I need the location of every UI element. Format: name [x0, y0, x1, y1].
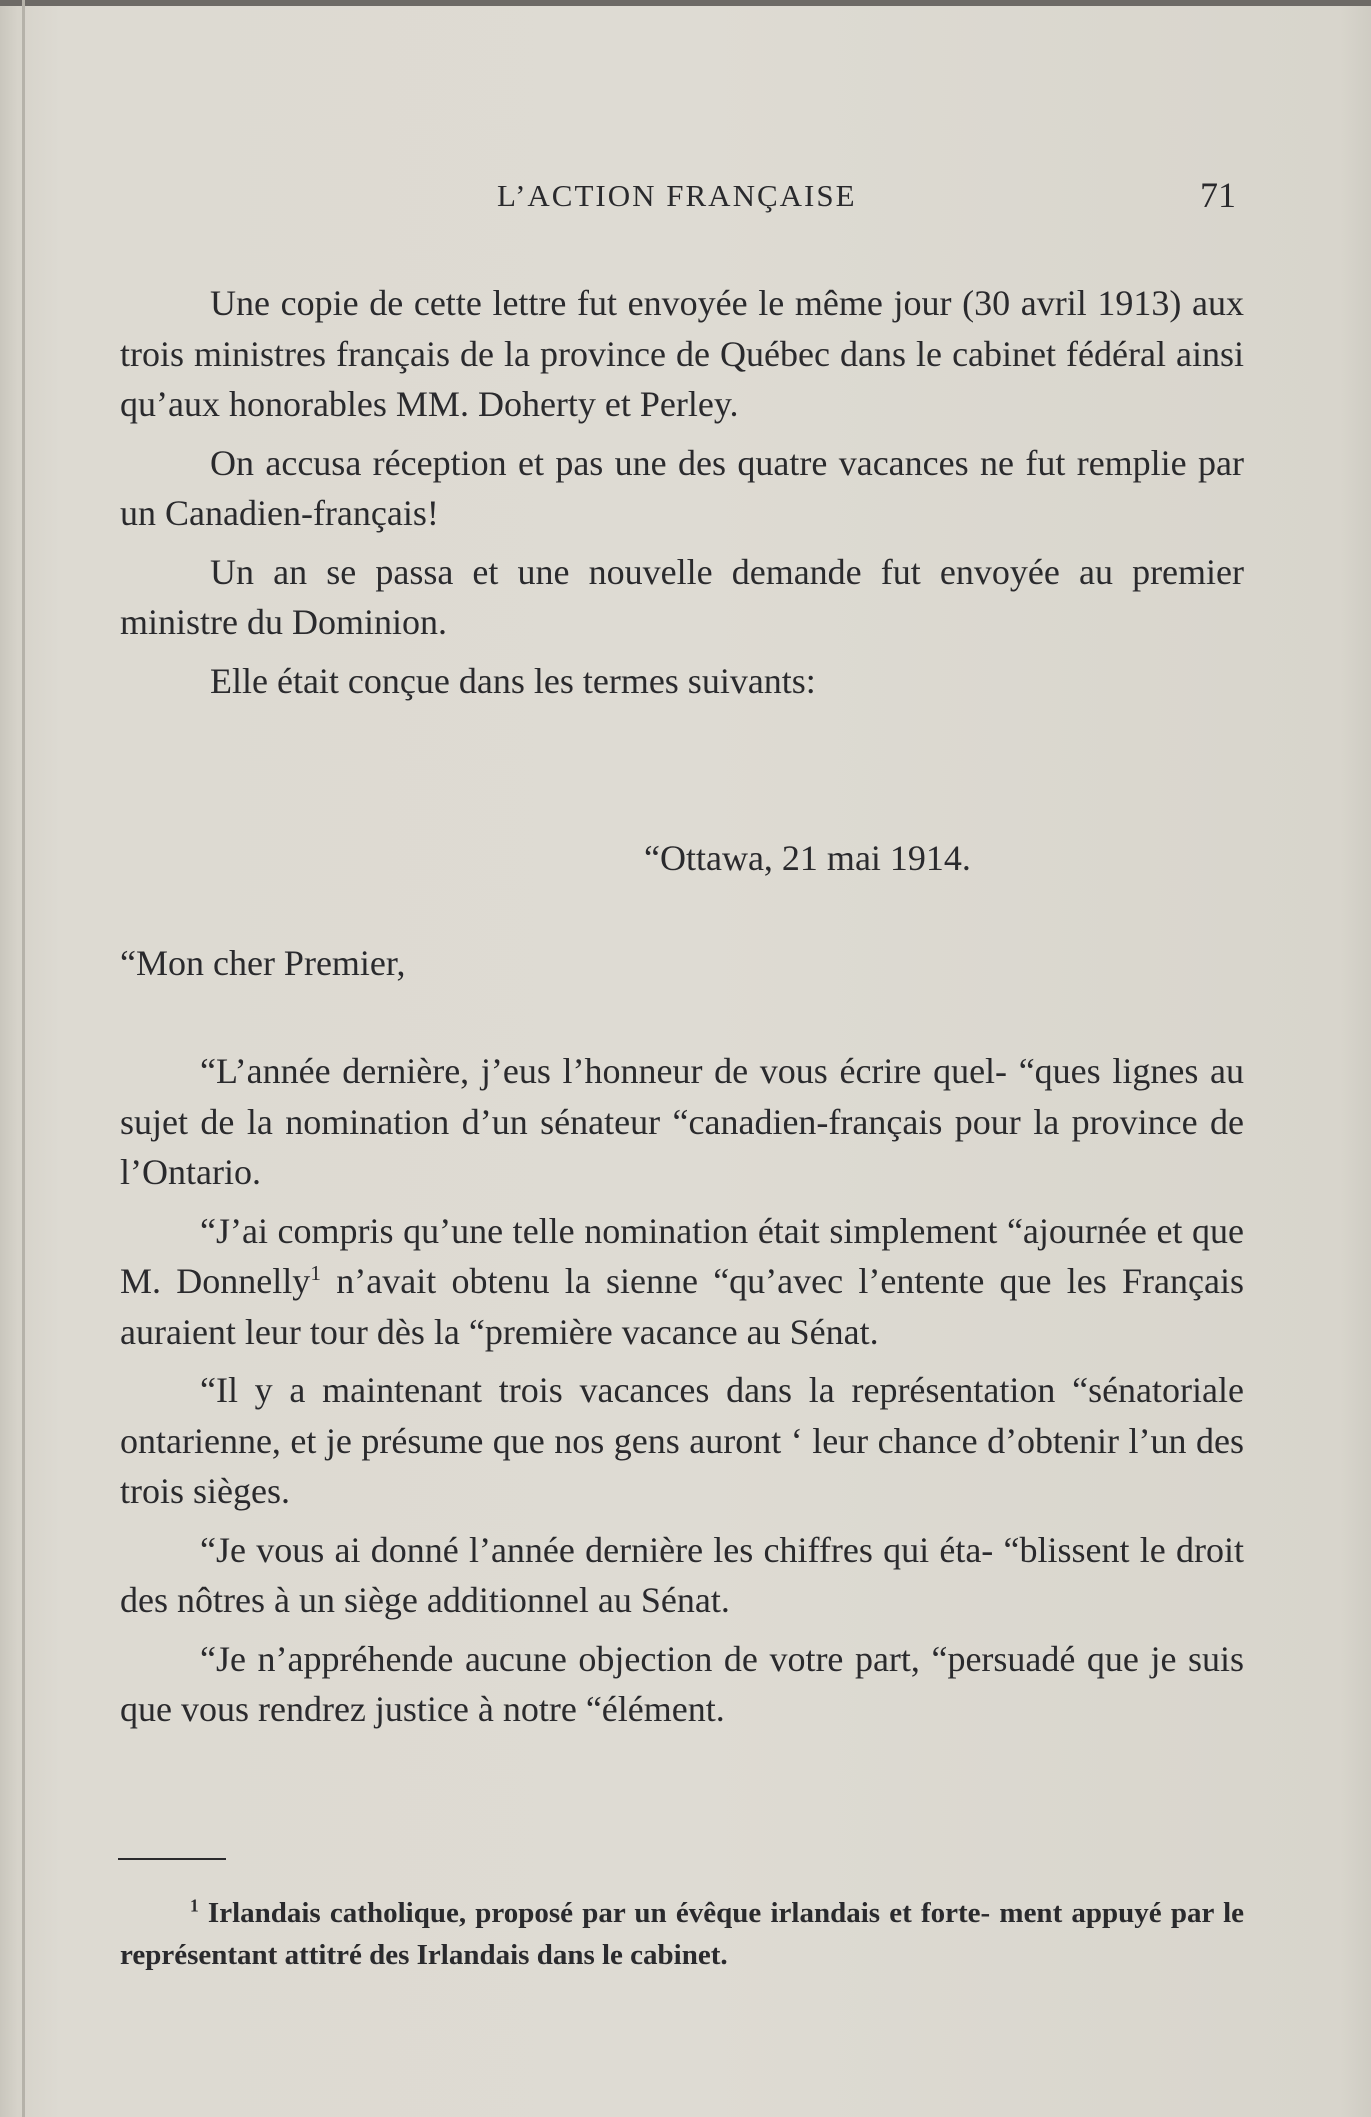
letter-dateline: “Ottawa, 21 mai 1914. — [644, 838, 971, 878]
letter-paragraph: “Je n’appréhende aucune objection de votre part, “persuadé que je suis que vous rendrez justice à notre “élément. — [120, 1638, 1244, 1729]
letter-body — [120, 1046, 1244, 1743]
body-text — [120, 278, 1244, 714]
page-number: 71 — [1200, 175, 1236, 215]
footnote — [120, 1892, 1244, 1976]
letter-text: n’avait obtenu la sienne “qu’avec l’entente que les Français auraient leur tour dès la “première vacance au Sénat. — [120, 1261, 1244, 1352]
letter-paragraph: “Il y a maintenant trois vacances dans la représentation “sénatoriale ontarienne, et je présume que nos gens auront ‘ leur chance d’obtenir l’un des trois sièges. — [120, 1370, 1244, 1511]
paragraph: On accusa réception et pas une des quatre vacances ne fut remplie par un Canadien-français! — [120, 442, 1244, 533]
running-title: L’ACTION FRANÇAISE — [497, 178, 857, 213]
letter-paragraph — [120, 1206, 1244, 1358]
letter-paragraph: “Je vous ai donné l’année dernière les chiffres qui éta- “blissent le droit des nôtres à un siège additionnel au Sénat. — [120, 1529, 1244, 1620]
paragraph: Un an se passa et une nouvelle demande fut envoyée au premier ministre du Dominion. — [120, 551, 1244, 642]
paragraph: Elle était conçue dans les termes suivants: — [210, 660, 816, 701]
letter-paragraph: “L’année dernière, j’eus l’honneur de vous écrire quel- “ques lignes au sujet de la nomination d’un sénateur “canadien-français pour la province de l’Ontario. — [120, 1051, 1244, 1192]
page-top-edge — [0, 0, 1371, 6]
letter-salutation: “Mon cher Premier, — [120, 943, 406, 983]
letter-text: “J’ai compris qu’une telle nomination était simplement “ajournée et que M. Donnelly — [120, 1210, 1244, 1301]
running-head — [0, 175, 1371, 228]
paragraph: Une copie de cette lettre fut envoyée le même jour (30 avril 1913) aux trois ministres français de la province de Québec dans le cabinet fédéral ainsi qu’aux honorables MM. Doherty et Perley. — [120, 283, 1244, 424]
footnote-rule — [118, 1858, 226, 1860]
binding-edge — [22, 0, 25, 2117]
footnote-reference: 1 — [310, 1261, 322, 1285]
footnote-mark: 1 — [190, 1895, 199, 1916]
footnote-text: Irlandais catholique, proposé par un évêque irlandais et forte- ment appuyé par le représentant attitré des Irlandais dans le cabinet. — [120, 1897, 1244, 1971]
